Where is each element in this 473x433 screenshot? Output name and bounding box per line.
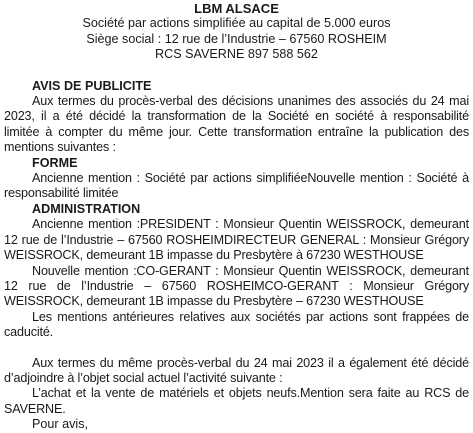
legal-form: Société par actions simplifiée au capital de 5.000 euros	[82, 16, 391, 31]
closing-line: Pour avis,	[32, 417, 88, 432]
registration-number: RCS SAVERNE 897 588 562	[155, 47, 318, 62]
company-name: LBM ALSACE	[194, 1, 279, 16]
admin-new-paragraph: Nouvelle mention :CO-GERANT : Monsieur Quentin WEISSROCK, demeurant 12 rue de l’Industrie – 67560 ROSHEIMCO-GERANT : Monsieur Grégory WEISSROCK, demeurant 1B impasse du Presbytère – 67230 WESTHOUSE	[4, 263, 469, 309]
administration-heading: ADMINISTRATION	[32, 201, 141, 216]
registered-office: Siège social : 12 rue de l’Industrie – 67560 ROSHEIM	[86, 31, 387, 46]
intro-paragraph: Aux termes du procès-verbal des décisions unanimes des associés du 24 mai 2023, il a été décidé la transformation de la Société en société à responsabilité limitée à compter du même jour. Cette transformation entraîne la publication des mentions suivantes :	[4, 94, 469, 155]
forme-heading: FORME	[32, 155, 78, 170]
admin-old-paragraph: Ancienne mention :PRESIDENT : Monsieur Quentin WEISSROCK, demeurant 12 rue de l’Industrie – 67560 ROSHEIMDIRECTEUR GENERAL : Monsieur Grégory WEISSROCK, demeurant 1B impasse du Presbytère à 67230 WESTHOUSE	[4, 217, 469, 263]
notice-title: AVIS DE PUBLICITE	[32, 78, 152, 93]
caducity-paragraph: Les mentions antérieures relatives aux sociétés par actions sont frappées de caducité.	[4, 309, 469, 340]
activity-paragraph: L’achat et la vente de matériels et objets neufs.Mention sera faite au RCS de SAVERNE.	[4, 386, 469, 416]
forme-paragraph: Ancienne mention : Société par actions simplifiéeNouvelle mention : Société à responsabilité limitée	[4, 171, 469, 201]
second-decision-paragraph: Aux termes du même procès-verbal du 24 mai 2023 il a également été décidé d’adjoindre à l’objet social actuel l’activité suivante :	[4, 355, 469, 385]
